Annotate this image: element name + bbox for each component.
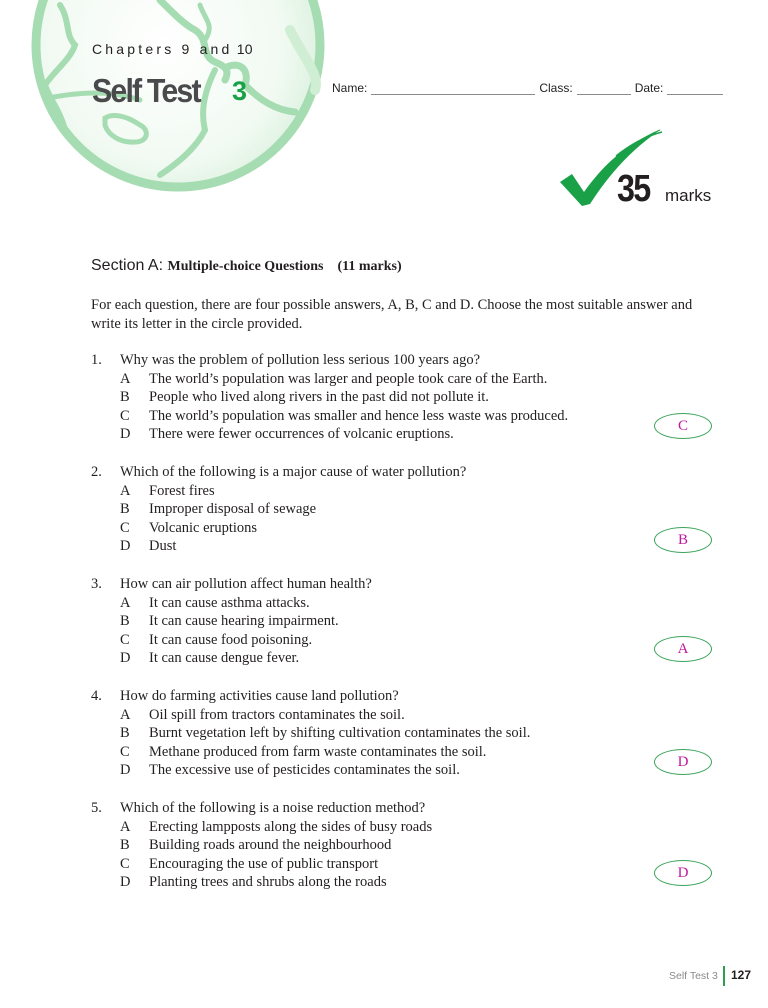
option-text: It can cause asthma attacks. xyxy=(149,594,310,611)
option-text: Burnt vegetation left by shifting cultivation contaminates the soil. xyxy=(149,725,531,742)
class-label: Class: xyxy=(539,81,573,95)
option-d xyxy=(91,537,651,556)
option-letter: B xyxy=(120,837,130,854)
question-number: 4. xyxy=(91,688,102,704)
total-marks-value: 35 xyxy=(617,168,650,210)
option-text: Volcanic eruptions xyxy=(149,519,258,536)
option-a xyxy=(91,818,651,837)
section-title: Multiple-choice Questions xyxy=(167,259,324,274)
option-d xyxy=(91,425,651,444)
question-5 xyxy=(91,799,651,892)
question-4 xyxy=(91,687,651,780)
option-c xyxy=(91,855,651,874)
option-b xyxy=(91,724,651,743)
option-letter: B xyxy=(120,725,130,742)
date-field[interactable] xyxy=(667,82,723,95)
date-label: Date: xyxy=(634,81,664,95)
question-stem: How can air pollution affect human health? xyxy=(120,576,372,592)
section-heading xyxy=(91,257,402,275)
option-text: Planting trees and shrubs along the roads xyxy=(149,874,387,891)
chapter-label-text: Chapters 9 and xyxy=(92,41,233,57)
question-stem: Why was the problem of pollution less serious 100 years ago? xyxy=(120,352,481,368)
page-title: Self Test xyxy=(92,72,200,109)
option-letter: B xyxy=(120,389,130,406)
option-a xyxy=(91,370,651,389)
option-text: Forest fires xyxy=(149,482,215,499)
class-field[interactable] xyxy=(577,82,631,95)
option-text: Methane produced from farm waste contaminates the soil. xyxy=(149,743,487,760)
option-text: Oil spill from tractors contaminates the soil. xyxy=(149,706,405,723)
option-text: It can cause hearing impairment. xyxy=(149,613,339,630)
option-text: Dust xyxy=(149,538,177,555)
option-letter: A xyxy=(120,370,131,387)
option-letter: D xyxy=(120,762,131,779)
name-label: Name: xyxy=(332,81,368,95)
chapter-label-number: 10 xyxy=(232,41,253,57)
option-letter: A xyxy=(120,594,131,611)
question-number: 5. xyxy=(91,800,102,816)
option-d xyxy=(91,873,651,892)
option-letter: B xyxy=(120,613,130,630)
option-letter: D xyxy=(120,426,131,443)
option-text: Building roads around the neighbourhood xyxy=(149,837,392,854)
option-b xyxy=(91,612,651,631)
question-stem: Which of the following is a major cause of water pollution? xyxy=(120,464,467,480)
question-1 xyxy=(91,351,651,444)
option-text: The world’s population was smaller and hence less waste was produced. xyxy=(149,407,569,424)
section-marks: (11 marks) xyxy=(337,259,402,274)
option-c xyxy=(91,407,651,426)
option-text: The excessive use of pesticides contaminates the soil. xyxy=(149,762,460,779)
student-info-fields xyxy=(332,81,727,95)
option-text: People who lived along rivers in the past did not pollute it. xyxy=(149,389,489,406)
option-b xyxy=(91,388,651,407)
option-c xyxy=(91,743,651,762)
question-3 xyxy=(91,575,651,668)
question-number: 3. xyxy=(91,576,102,592)
option-c xyxy=(91,519,651,538)
checkmark-icon xyxy=(556,126,766,216)
option-d xyxy=(91,761,651,780)
option-text: Improper disposal of sewage xyxy=(149,501,317,518)
answer-circle-1[interactable]: C xyxy=(654,413,712,439)
answer-circle-3[interactable]: A xyxy=(654,636,712,662)
option-c xyxy=(91,631,651,650)
answer-circle-5[interactable]: D xyxy=(654,860,712,886)
option-letter: C xyxy=(120,855,130,872)
option-letter: D xyxy=(120,538,131,555)
option-text: Encouraging the use of public transport xyxy=(149,855,379,872)
footer-divider xyxy=(723,966,725,986)
page-number: 127 xyxy=(731,968,752,982)
section-instructions: For each question, there are four possible answers, A, B, C and D. Choose the most suitable answer and write its letter in the circle provided. xyxy=(91,297,693,332)
total-marks-label: marks xyxy=(665,186,712,205)
option-text: Erecting lampposts along the sides of busy roads xyxy=(149,818,433,835)
option-letter: D xyxy=(120,874,131,891)
option-letter: C xyxy=(120,519,130,536)
question-2 xyxy=(91,463,651,556)
footer-title: Self Test 3 xyxy=(669,970,718,982)
question-stem: Which of the following is a noise reduction method? xyxy=(120,800,426,816)
answer-circle-4[interactable]: D xyxy=(654,749,712,775)
name-field[interactable] xyxy=(371,82,535,95)
option-b xyxy=(91,836,651,855)
option-text: The world’s population was larger and people took care of the Earth. xyxy=(149,370,548,387)
option-letter: D xyxy=(120,650,131,667)
question-number: 1. xyxy=(91,352,102,368)
option-a xyxy=(91,594,651,613)
option-letter: B xyxy=(120,501,130,518)
option-b xyxy=(91,500,651,519)
chapter-label xyxy=(92,41,253,57)
option-a xyxy=(91,706,651,725)
option-letter: C xyxy=(120,743,130,760)
option-a xyxy=(91,482,651,501)
question-number: 2. xyxy=(91,464,102,480)
option-letter: C xyxy=(120,631,130,648)
option-text: There were fewer occurrences of volcanic eruptions. xyxy=(149,426,454,443)
option-text: It can cause dengue fever. xyxy=(149,650,300,667)
option-letter: A xyxy=(120,482,131,499)
page-title-number: 3 xyxy=(232,76,248,106)
option-text: It can cause food poisoning. xyxy=(149,631,313,648)
option-d xyxy=(91,649,651,668)
option-letter: A xyxy=(120,706,131,723)
answer-circle-2[interactable]: B xyxy=(654,527,712,553)
section-label: Section A: xyxy=(91,257,168,274)
question-stem: How do farming activities cause land pollution? xyxy=(120,688,399,704)
option-letter: C xyxy=(120,407,130,424)
option-letter: A xyxy=(120,818,131,835)
